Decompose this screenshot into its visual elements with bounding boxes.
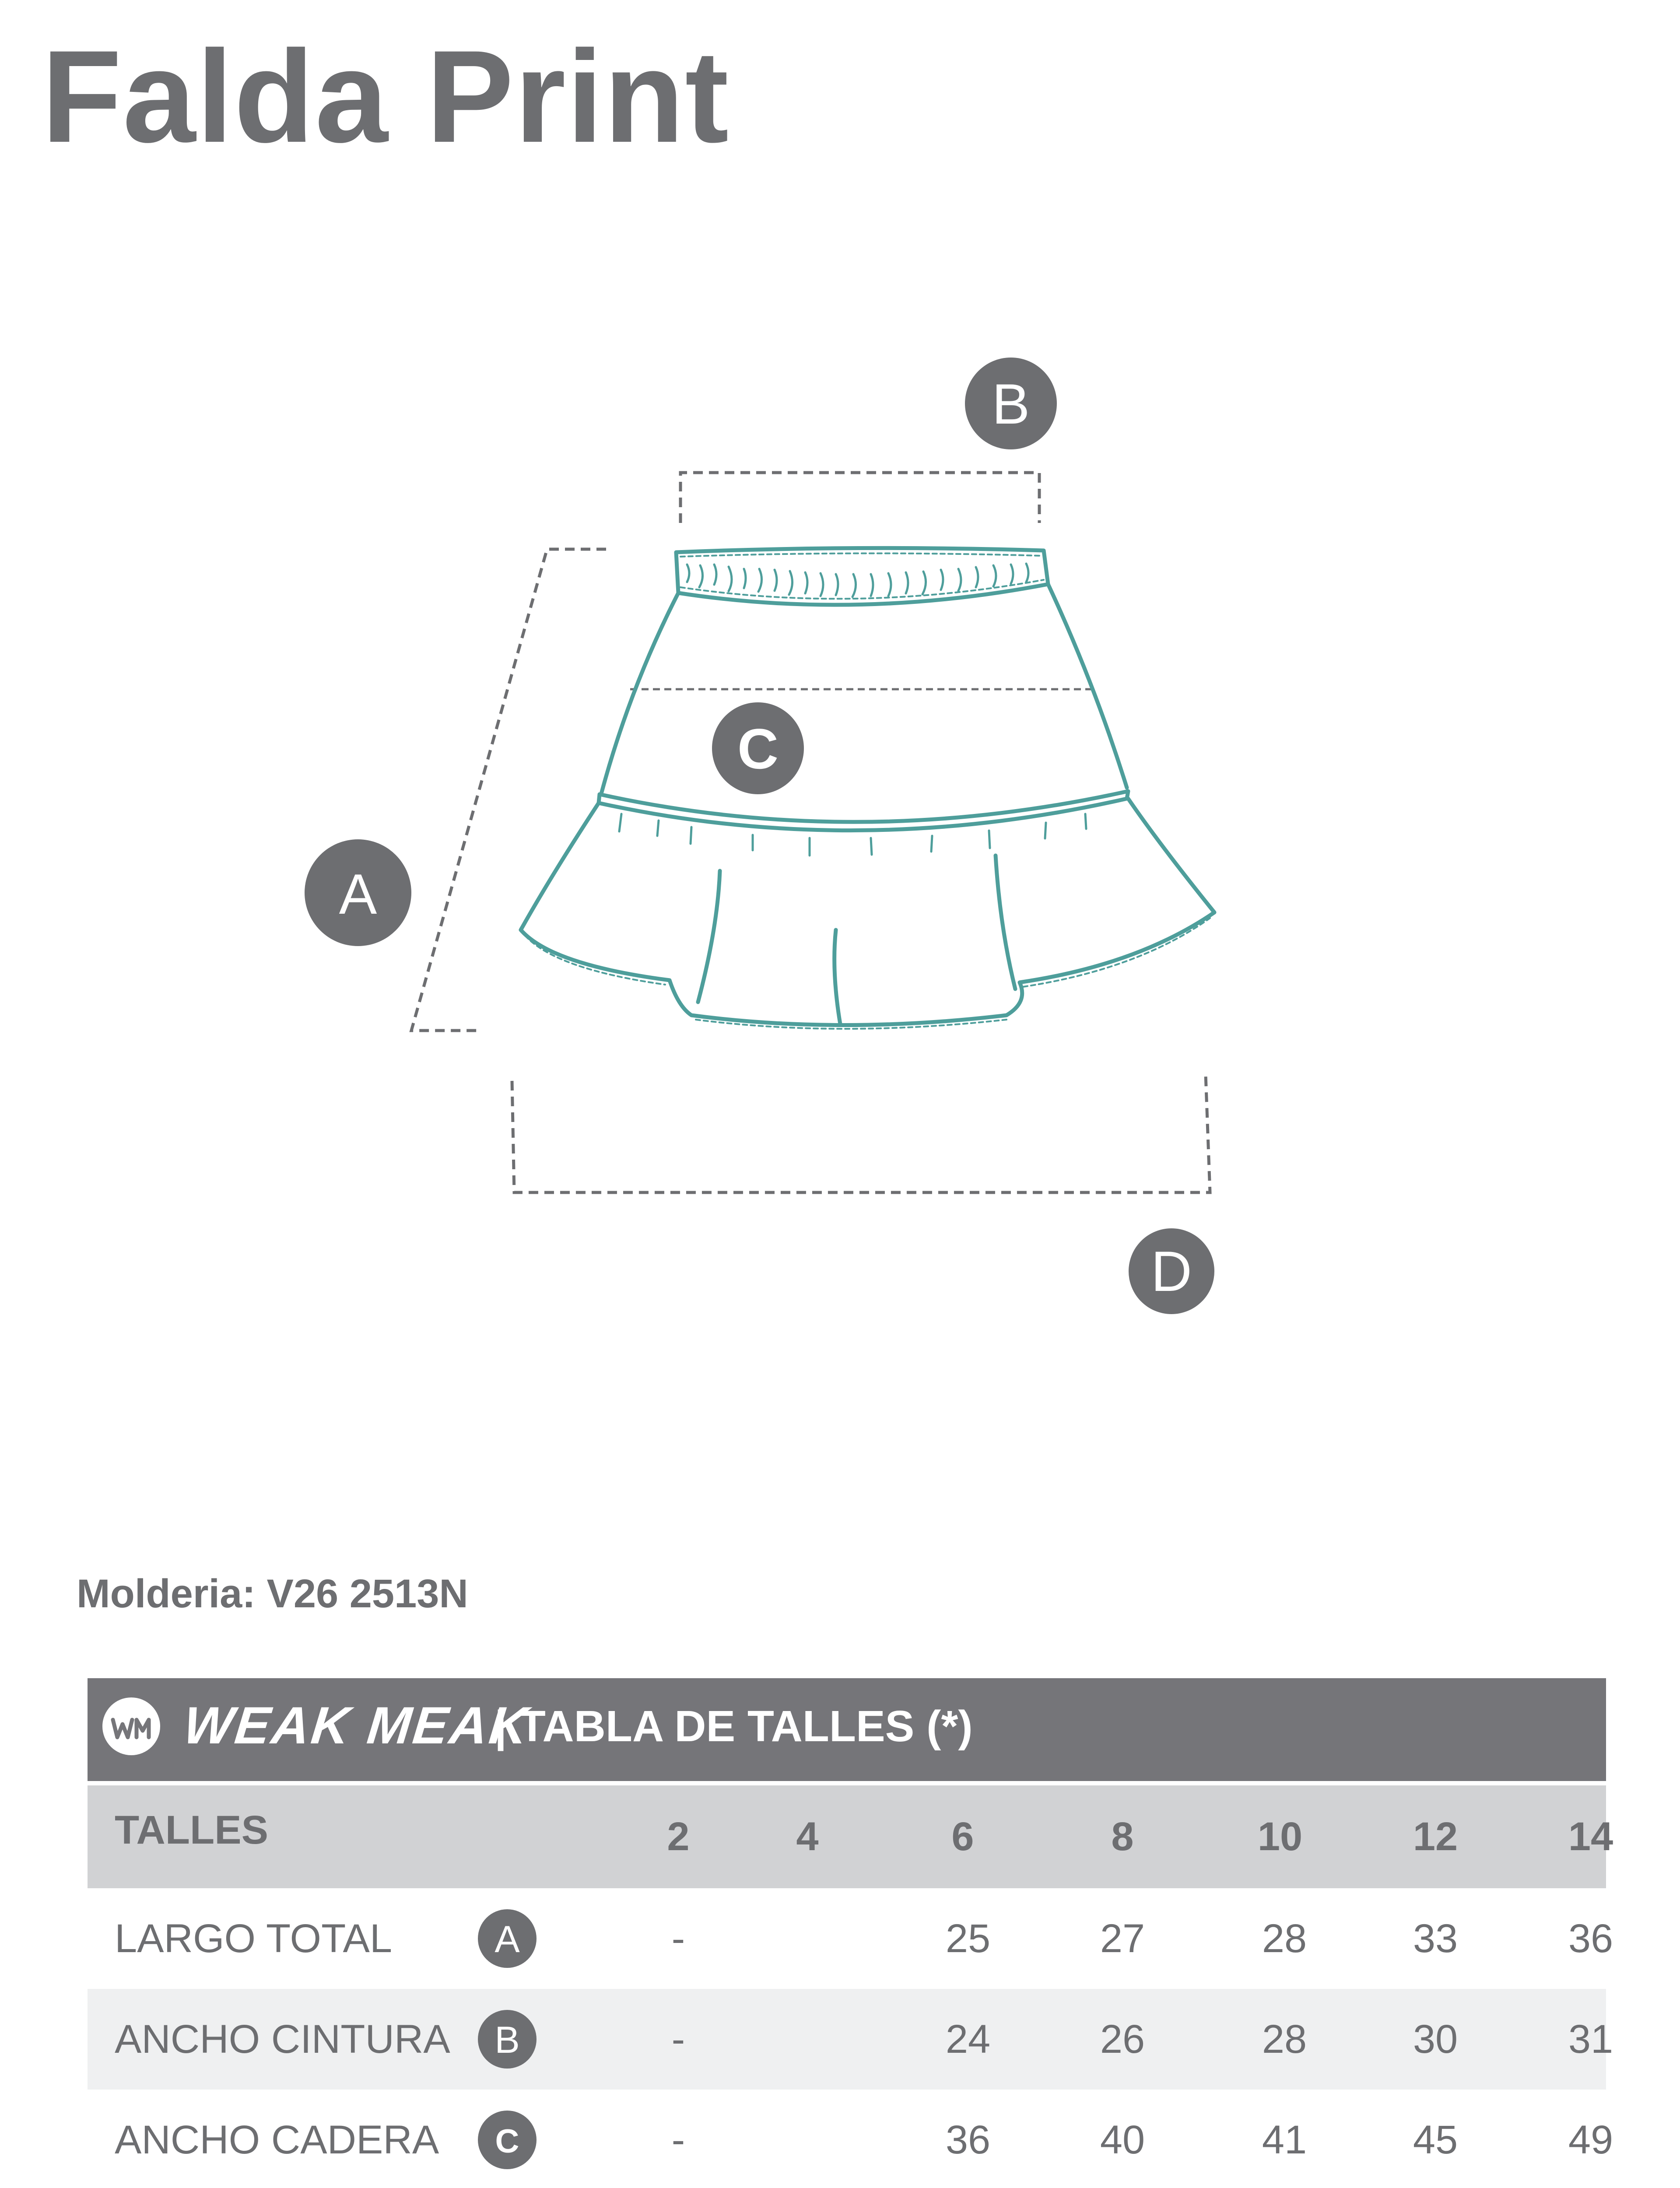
sizes-label: TALLES xyxy=(115,1808,268,1852)
size-header: 10 xyxy=(1257,1814,1303,1859)
measure-value: 28 xyxy=(1262,2016,1307,2062)
size-header: 14 xyxy=(1568,1814,1613,1859)
brand-logo-icon xyxy=(101,1696,162,1757)
measure-value: 36 xyxy=(945,2117,991,2162)
waistband-gathers xyxy=(687,564,1028,597)
svg-text:C: C xyxy=(737,717,779,781)
measure-value: 36 xyxy=(1568,1916,1613,1961)
measure-label: ANCHO CADERA xyxy=(115,2117,439,2162)
svg-text:B: B xyxy=(992,372,1030,436)
measure-label: ANCHO CINTURA xyxy=(115,2016,450,2062)
size-table-header xyxy=(88,1678,1606,1781)
dimension-lines xyxy=(411,473,1210,1192)
measure-value: 45 xyxy=(1413,2117,1458,2162)
size-header: 6 xyxy=(951,1814,974,1859)
skirt-ruffle-seam xyxy=(599,791,1128,831)
skirt-illustration xyxy=(521,548,1214,1029)
skirt-folds xyxy=(698,856,1015,1024)
pattern-code: Molderia: V26 2513N xyxy=(77,1571,468,1616)
measure-value: 28 xyxy=(1262,1916,1307,1961)
badge-b xyxy=(965,358,1057,449)
brand-name: WEAK MEAK xyxy=(180,1696,533,1755)
measure-badge xyxy=(478,2010,537,2069)
size-header: 12 xyxy=(1413,1814,1458,1859)
svg-text:C: C xyxy=(495,2123,519,2160)
measure-value xyxy=(764,2090,851,2188)
dimension-line-d xyxy=(512,1074,1210,1192)
measure-value: 49 xyxy=(1568,2117,1613,2162)
badge-c xyxy=(712,702,804,794)
page-title: Falda Print xyxy=(42,23,730,170)
measure-value: 27 xyxy=(1100,1916,1145,1961)
size-header: 8 xyxy=(1111,1814,1134,1859)
measure-value: 40 xyxy=(1100,2117,1145,2162)
table-row xyxy=(88,1989,1613,2090)
measure-value: - xyxy=(671,1916,685,1961)
measure-value: 25 xyxy=(945,1916,991,1961)
measure-label: LARGO TOTAL xyxy=(115,1916,392,1961)
measure-value: 30 xyxy=(1413,2016,1458,2062)
measure-value: 31 xyxy=(1568,2016,1613,2062)
svg-text:D: D xyxy=(1151,1239,1192,1303)
measure-value: - xyxy=(671,2016,685,2062)
svg-text:B: B xyxy=(495,2019,520,2061)
dimension-line-a xyxy=(411,549,606,1031)
measure-value: 26 xyxy=(1100,2016,1145,2062)
measure-value: 41 xyxy=(1262,2117,1307,2162)
dimension-line-b xyxy=(680,473,1039,523)
table-row xyxy=(88,1888,1613,1989)
measure-badge xyxy=(478,1909,537,1968)
size-header: 2 xyxy=(667,1814,690,1859)
measure-badge xyxy=(478,2111,537,2169)
measure-value: 24 xyxy=(945,2016,991,2062)
measure-value xyxy=(764,1888,851,1989)
measure-value: 33 xyxy=(1413,1916,1458,1961)
skirt-ruffle-hem xyxy=(521,799,1214,1025)
size-table-title: | TABLA DE TALLES (*) xyxy=(495,1702,973,1751)
measure-value: - xyxy=(671,2117,685,2162)
size-table xyxy=(88,1678,1613,2188)
table-row xyxy=(88,2090,1613,2188)
svg-text:A: A xyxy=(495,1918,520,1960)
svg-text:A: A xyxy=(339,862,377,926)
badge-a xyxy=(305,839,411,946)
badge-d xyxy=(1129,1228,1214,1314)
size-table-header-row xyxy=(88,1781,1613,1888)
size-header: 4 xyxy=(796,1814,819,1859)
measure-value xyxy=(764,1989,851,2090)
